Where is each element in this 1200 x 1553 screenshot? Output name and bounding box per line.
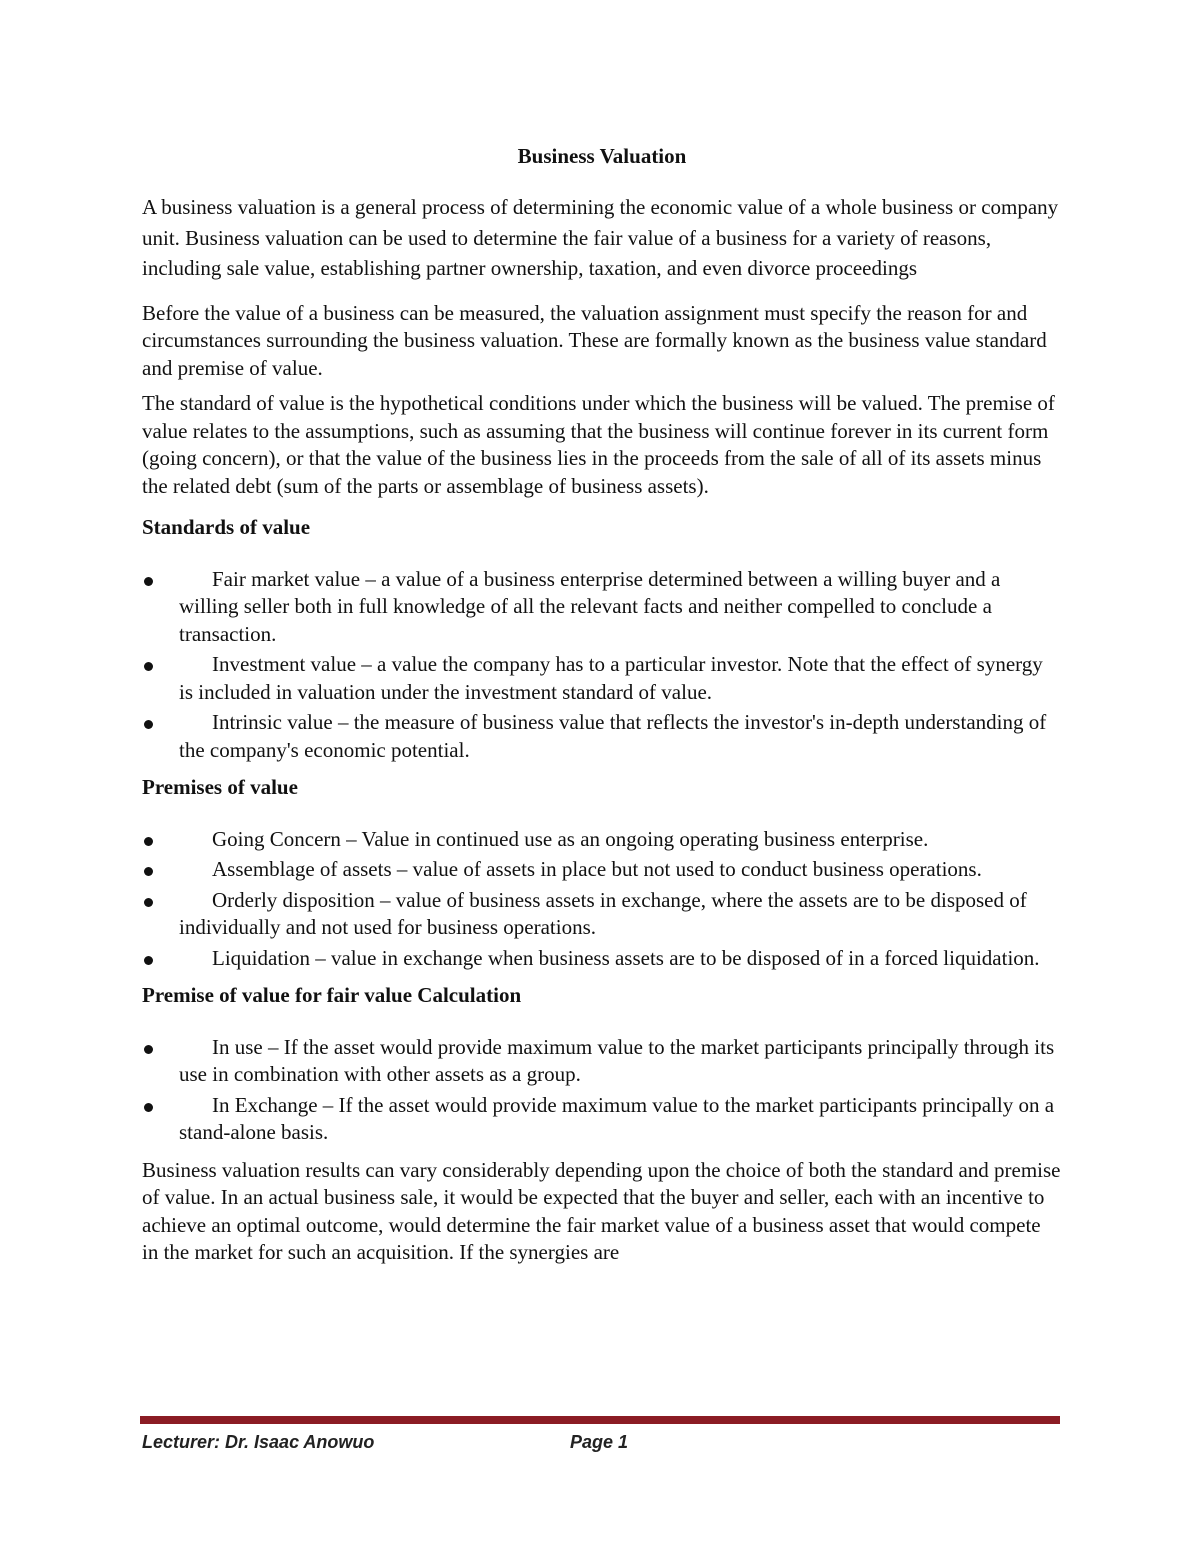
fair-value-list [142,1034,1062,1147]
premises-list [142,826,1062,973]
list-item-text: Going Concern – Value in continued use as an ongoing operating business enterprise. [212,826,929,851]
bullet-icon [144,956,153,965]
bullet-icon [144,898,153,907]
bullet-icon [144,1103,153,1112]
circumstances-paragraph: Before the value of a business can be measured, the valuation assignment must specify the reason for and circumstances surrounding the business valuation. These are formally known as the business value standard and premise of value. [142,300,1047,380]
list-item-text: Orderly disposition – value of business assets in exchange, where the assets are to be disposed of individually and not used for business operations. [179,887,1027,939]
bullet-icon [144,577,153,586]
list-item-text: Investment value – a value the company has to a particular investor. Note that the effect of synergy is included in valuation under the investment standard of value. [179,652,1043,704]
footer-lecturer: Lecturer: Dr. Isaac Anowuo [142,1432,375,1452]
footer-divider [140,1416,1060,1424]
list-item-text: In use – If the asset would provide maximum value to the market participants principally through its use in combination with other assets as a group. [179,1034,1055,1086]
page-content [142,142,1062,1281]
list-item-text: In Exchange – If the asset would provide maximum value to the market participants principally on a stand-alone basis. [179,1092,1055,1144]
bullet-icon [144,1045,153,1054]
list-item-text: Intrinsic value – the measure of business value that reflects the investor's in-depth understanding of the company's economic potential. [179,710,1047,762]
premises-heading: Premises of value [142,775,298,799]
list-item [142,887,1062,942]
standards-list [142,566,1062,765]
list-item [142,566,1062,649]
list-item [142,945,1062,973]
bullet-icon [144,867,153,876]
list-item [142,1034,1062,1089]
standards-heading: Standards of value [142,515,311,539]
list-item-text: Assemblage of assets – value of assets in place but not used to conduct business operations. [212,857,982,881]
bullet-icon [144,720,153,729]
footer-page-number: Page 1 [570,1432,629,1452]
list-item [142,826,1062,854]
list-item-text: Liquidation – value in exchange when business assets are to be disposed of in a forced liquidation. [212,945,1040,970]
document-title: Business Valuation [517,144,687,168]
intro-paragraph: A business valuation is a general process of determining the economic value of a whole business or company unit. Business valuation can be used to determine the fair value of a business for a variety of reasons, including sale value, establishing partner ownership, taxation, and even divorce proceedings [142,195,1059,280]
fair-value-heading: Premise of value for fair value Calculation [142,983,522,1007]
bullet-icon [144,662,153,671]
list-item-text: Fair market value – a value of a business enterprise determined between a willing buyer and a willing seller both in full knowledge of all the relevant facts and neither compelled to conclude a transaction. [179,566,1001,646]
list-item [142,709,1062,764]
closing-paragraph: Business valuation results can vary considerably depending upon the choice of both the standard and premise of value. In an actual business sale, it would be expected that the buyer and seller, each with an incentive to achieve an optimal outcome, would determine the fair market value of a business asset that would compete in the market for such an acquisition. If the synergies are [142,1157,1061,1264]
standard-premise-paragraph: The standard of value is the hypothetical conditions under which the business will be valued. The premise of value relates to the assumptions, such as assuming that the business will continue forever in its current form (going concern), or that the value of the business lies in the proceeds from the sale of all of its assets minus the related debt (sum of the parts or assemblage of business assets). [142,391,1055,498]
list-item [142,856,1062,884]
bullet-icon [144,837,153,846]
list-item [142,651,1062,706]
list-item [142,1092,1062,1147]
